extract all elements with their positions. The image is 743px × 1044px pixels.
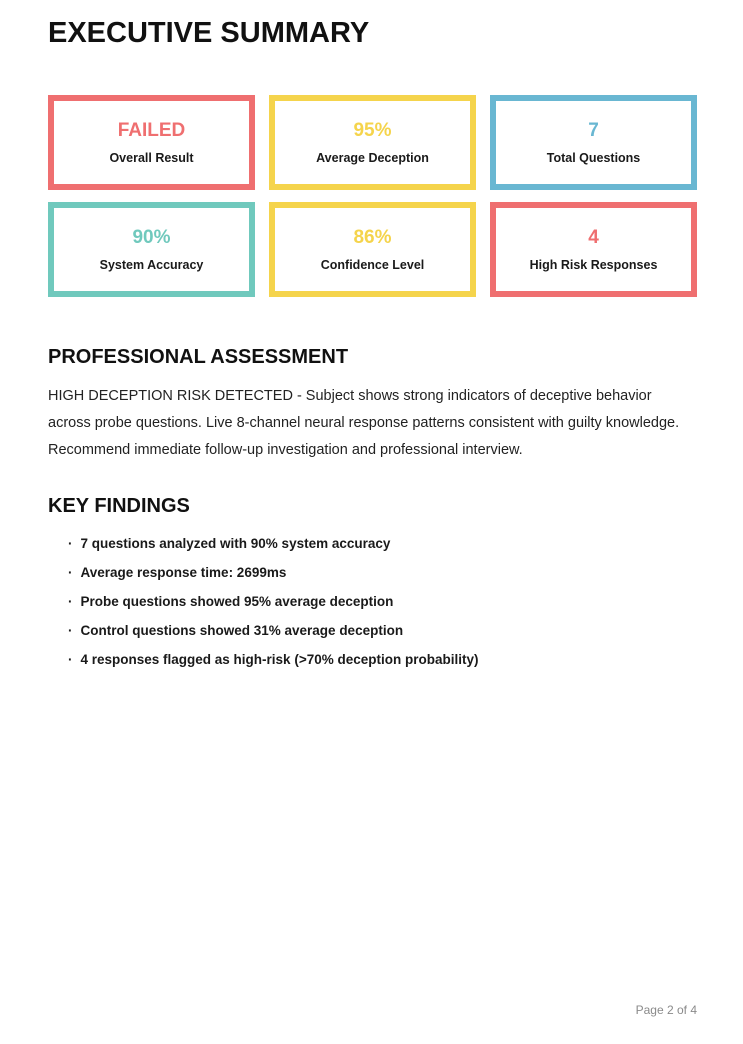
metric-card — [269, 95, 476, 190]
key-finding-text: Probe questions showed 95% average deception — [80, 594, 394, 609]
bullet-dot: · — [68, 594, 73, 609]
key-finding-text: 4 responses flagged as high-risk (>70% deception probability) — [80, 652, 479, 667]
key-finding-item — [68, 594, 697, 609]
metric-card — [269, 202, 476, 297]
metric-label: System Accuracy — [99, 257, 204, 272]
assessment-paragraph: HIGH DECEPTION RISK DETECTED - Subject shows strong indicators of deceptive behavior across probe questions. Live 8-channel neural response patterns consistent with guilty knowledge. Recommend immediate follow-up investigation and professional interview. — [48, 388, 680, 458]
metric-label: Confidence Level — [320, 257, 425, 272]
section-heading-professional-assessment: PROFESSIONAL ASSESSMENT — [48, 346, 349, 368]
metric-value: 4 — [588, 226, 599, 248]
key-finding-text: 7 questions analyzed with 90% system accuracy — [80, 536, 391, 551]
bullet-dot: · — [68, 623, 73, 638]
metric-card — [48, 95, 255, 190]
key-finding-item — [68, 623, 697, 638]
page-footer: Page 2 of 4 — [635, 1003, 697, 1017]
metric-label: Average Deception — [316, 150, 429, 165]
key-findings-list — [48, 536, 697, 667]
metric-card — [490, 202, 697, 297]
metric-card — [490, 95, 697, 190]
bullet-dot: · — [68, 652, 73, 667]
key-finding-text: Average response time: 2699ms — [80, 565, 287, 580]
metric-value: FAILED — [117, 119, 186, 141]
key-finding-item — [68, 536, 697, 551]
bullet-dot: · — [68, 565, 73, 580]
metric-value: 86% — [353, 226, 392, 248]
key-finding-text: Control questions showed 31% average deception — [80, 623, 404, 638]
section-heading-key-findings: KEY FINDINGS — [48, 495, 190, 517]
metrics-grid — [48, 95, 697, 297]
bullet-dot: · — [68, 536, 73, 551]
page-title: EXECUTIVE SUMMARY — [48, 17, 370, 49]
metric-card — [48, 202, 255, 297]
key-finding-item — [68, 565, 697, 580]
metric-label: Overall Result — [109, 150, 194, 165]
metric-value: 95% — [353, 119, 392, 141]
metric-value: 90% — [132, 226, 171, 248]
metric-value: 7 — [588, 119, 599, 141]
key-finding-item — [68, 652, 697, 667]
metric-label: Total Questions — [546, 150, 641, 165]
metric-label: High Risk Responses — [529, 257, 658, 272]
